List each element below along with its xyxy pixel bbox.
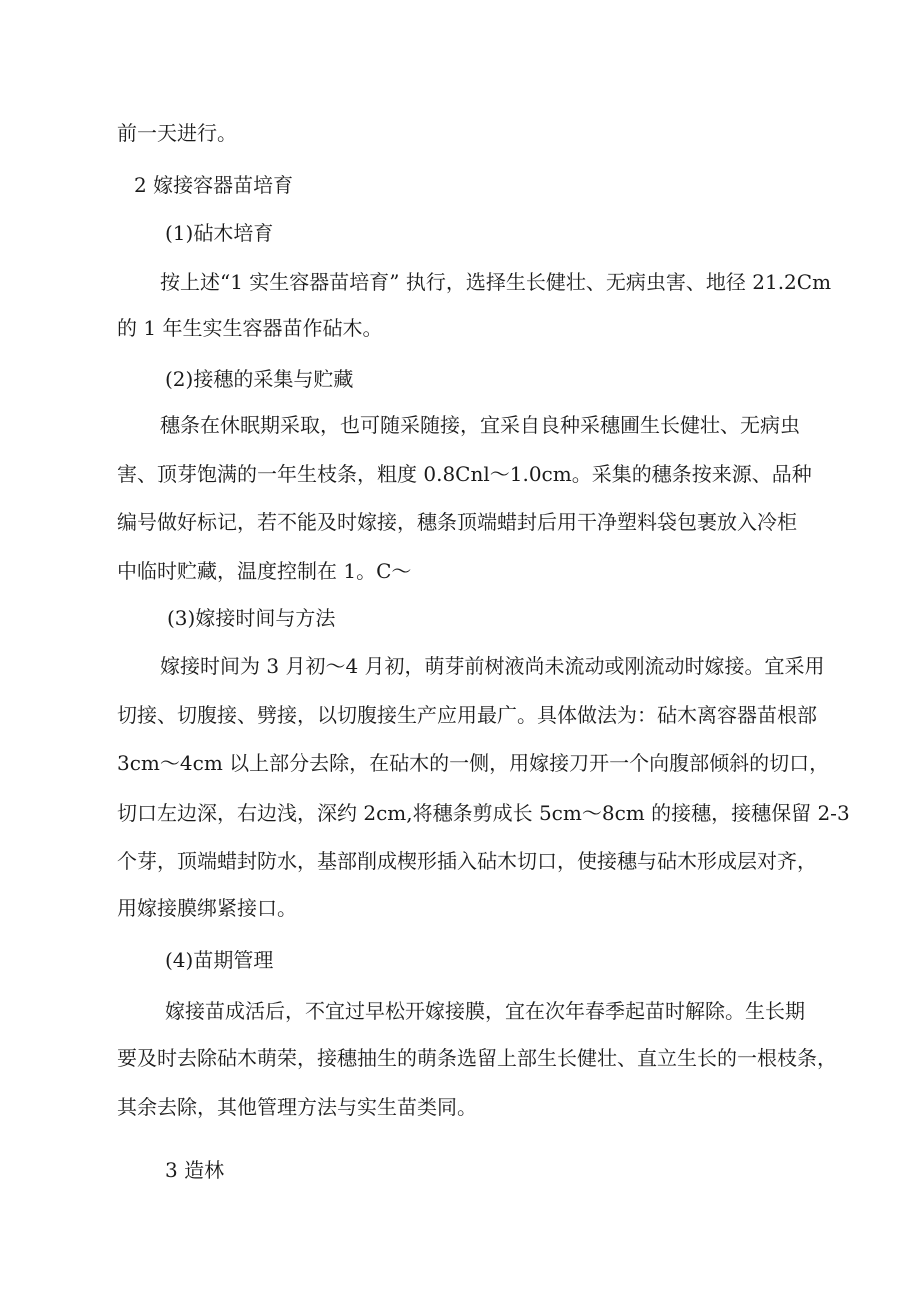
- text-line: 切口左边深，右边浅，深约 2cm,将穗条剪成长 5cm～8cm 的接穗，接穗保留 2-3: [117, 801, 850, 825]
- text-line: 按上述“1 实生容器苗培育” 执行，选择生长健壮、无病虫害、地径 21.2Cm: [160, 270, 832, 294]
- text-line: 嫁接苗成活后，不宜过早松开嫁接膜，宜在次年春季起苗时解除。生长期: [165, 999, 805, 1023]
- subsection-heading: (1)砧木培育: [165, 221, 274, 245]
- text-line: 中临时贮藏，温度控制在 1。C～: [117, 559, 412, 583]
- text-line: 用嫁接膜绑紧接口。: [117, 896, 297, 920]
- text-line: 嫁接时间为 3 月初～4 月初，萌芽前树液尚未流动或刚流动时嫁接。宜采用: [160, 654, 825, 678]
- text-line: 个芽，顶端蜡封防水，基部削成楔形插入砧木切口，使接穗与砧木形成层对齐，: [117, 849, 817, 873]
- text-line: 其余去除，其他管理方法与实生苗类同。: [117, 1095, 477, 1119]
- text-line: 的 1 年生实生容器苗作砧木。: [117, 316, 383, 340]
- subsection-heading: (4)苗期管理: [165, 948, 274, 972]
- section-heading: 3 造林: [165, 1158, 225, 1182]
- text-line: 害、顶芽饱满的一年生枝条，粗度 0.8Cnl～1.0cm。采集的穗条按来源、品种: [117, 462, 812, 486]
- text-line: 要及时去除砧木萌荣，接穗抽生的萌条选留上部生长健壮、直立生长的一根枝条，: [117, 1046, 837, 1070]
- text-line: 前一天进行。: [117, 121, 237, 145]
- subsection-heading: (2)接穗的采集与贮藏: [165, 367, 354, 391]
- text-line: 编号做好标记，若不能及时嫁接，穗条顶端蜡封后用干净塑料袋包裹放入冷柜: [117, 510, 797, 534]
- section-heading: 2 嫁接容器苗培育: [134, 173, 294, 197]
- text-line: 3cm～4cm 以上部分去除，在砧木的一侧，用嫁接刀开一个向腹部倾斜的切口，: [117, 751, 830, 775]
- text-line: 切接、切腹接、劈接，以切腹接生产应用最广。具体做法为：砧木离容器苗根部: [117, 703, 817, 727]
- subsection-heading: (3)嫁接时间与方法: [167, 606, 336, 630]
- text-line: 穗条在休眠期采取，也可随采随接，宜采自良种采穗圃生长健壮、无病虫: [160, 413, 800, 437]
